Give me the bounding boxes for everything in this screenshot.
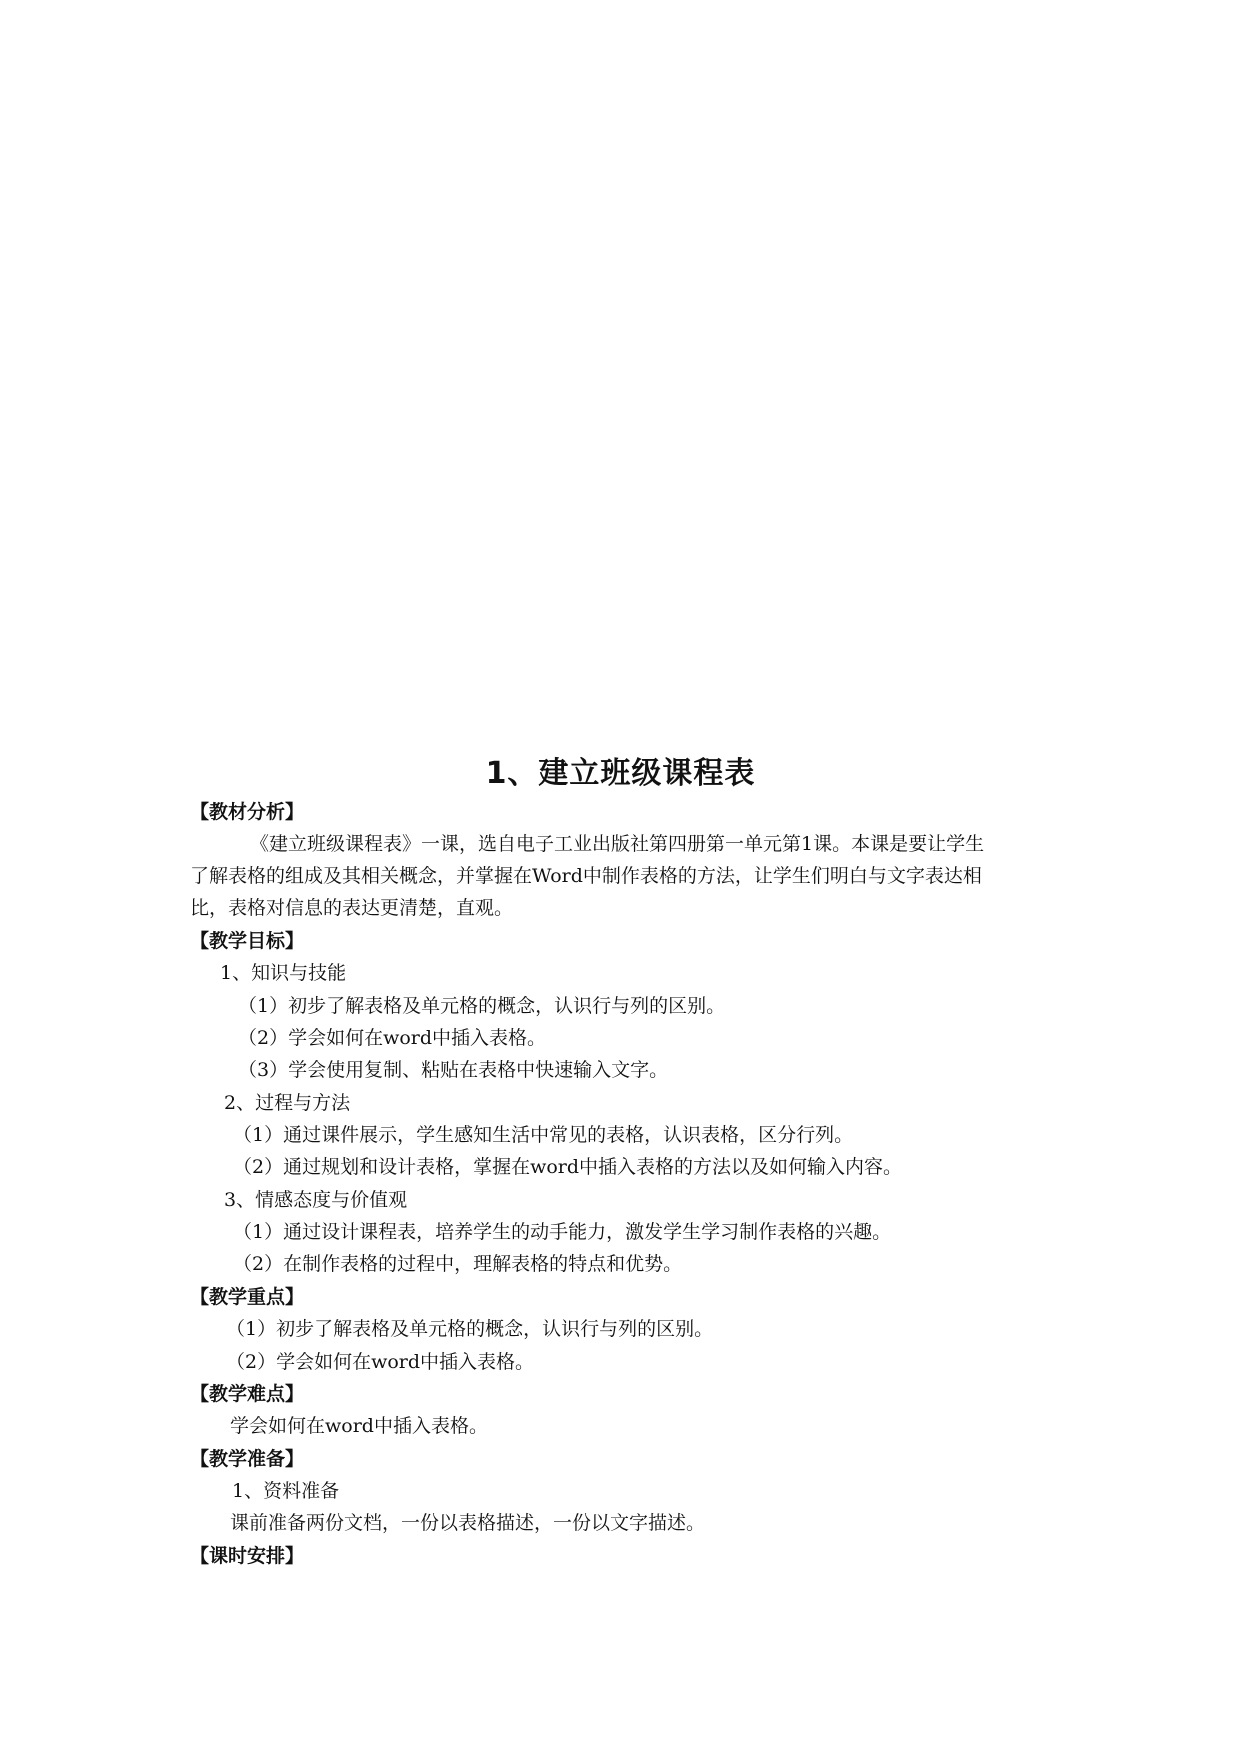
document-title: 1、建立班级课程表 [485,756,756,791]
key-point-item: （1）初步了解表格及单元格的概念，认识行与列的区别。 [226,1318,714,1340]
objective-item: （2）学会如何在word中插入表格。 [238,1027,547,1049]
analysis-paragraph-line: 比，表格对信息的表达更清楚，直观。 [190,897,514,919]
key-point-item: （2）学会如何在word中插入表格。 [226,1351,535,1373]
analysis-paragraph-line: 了解表格的组成及其相关概念，并掌握在Word中制作表格的方法，让学生们明白与文字表达相 [190,865,982,887]
analysis-paragraph-line: 《建立班级课程表》一课，选自电子工业出版社第四册第一单元第1课。本课是要让学生 [250,833,985,855]
preparation-subheading: 1、资料准备 [232,1480,340,1502]
objective-item: （3）学会使用复制、粘贴在表格中快速输入文字。 [238,1059,669,1081]
objective-subheading: 2、过程与方法 [224,1092,351,1114]
objective-item: （1）通过课件展示，学生感知生活中常见的表格，认识表格，区分行列。 [233,1124,854,1146]
section-heading-key-points: 【教学重点】 [190,1286,305,1308]
section-heading-objectives: 【教学目标】 [190,930,305,952]
objective-subheading: 3、情感态度与价值观 [224,1189,408,1211]
objective-subheading: 1、知识与技能 [220,962,347,984]
section-heading-analysis: 【教材分析】 [190,801,305,823]
section-heading-schedule: 【课时安排】 [190,1545,305,1567]
section-heading-difficulties: 【教学难点】 [190,1383,305,1405]
section-heading-preparation: 【教学准备】 [190,1448,305,1470]
objective-item: （2）通过规划和设计表格，掌握在word中插入表格的方法以及如何输入内容。 [233,1156,903,1178]
difficulty-item: 学会如何在word中插入表格。 [230,1415,488,1437]
objective-item: （1）通过设计课程表，培养学生的动手能力，激发学生学习制作表格的兴趣。 [233,1221,892,1243]
objective-item: （2）在制作表格的过程中，理解表格的特点和优势。 [233,1253,683,1275]
objective-item: （1）初步了解表格及单元格的概念，认识行与列的区别。 [238,995,726,1017]
preparation-item: 课前准备两份文档，一份以表格描述，一份以文字描述。 [230,1512,706,1534]
